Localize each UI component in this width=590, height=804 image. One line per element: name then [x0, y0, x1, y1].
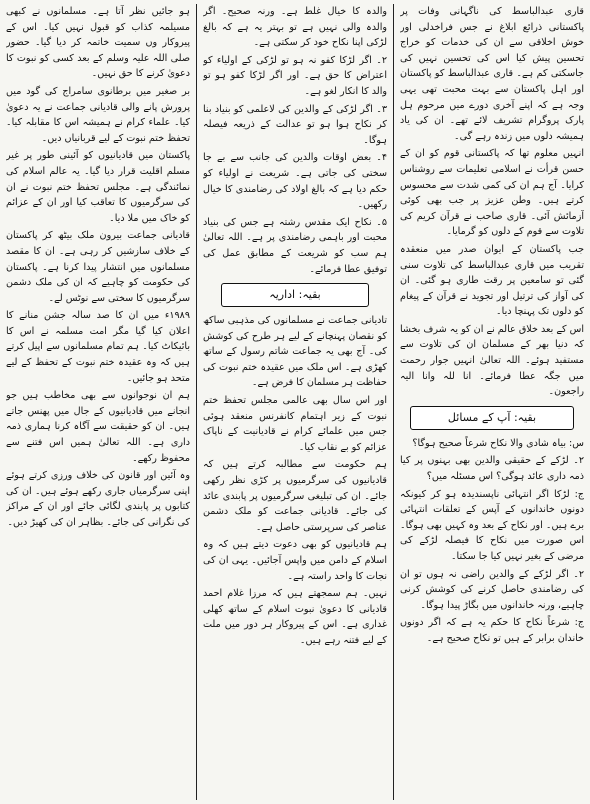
right-paragraph-4: اس کے بعد خلاق عالم نے ان کو یہ شرف بخشا کہ دنیا بھر کے مسلمان ان کی تلاوت سے مستفید ہوئے۔ اللہ تعالیٰ انہیں جوار رحمت میں جگہ عطا فرمائے۔ انا للہ وانا الیہ راجعون۔	[400, 323, 584, 398]
section-heading-box-masail: بقیہ: آپ کے مسائل	[410, 406, 574, 430]
middle-after-paragraph-5: نہیں۔ ہم سمجھتے ہیں کہ مرزا غلام احمد قادیانی کا دعویٰ نبوت اسلام کے ساتھ کھلی غداری ہے۔ اس کے پیروکار ہر دور میں ملت کے لیے فتنہ رہے ہیں۔	[203, 588, 387, 646]
qa-item-1: س: بیاہ شادی والا نکاح شرعاً صحیح ہوگا؟	[412, 437, 584, 449]
middle-paragraph-1: والدہ کا خیال غلط ہے۔ ورنہ صحیح۔ اگر والدہ والی نہیں ہے تو بہتر یہ ہے کہ بالغ لڑکی اپنا نکاح خود کر سکتی ہے۔	[203, 6, 387, 49]
right-paragraph-1: قاری عبدالباسط کی ناگہانی وفات پر پاکستانی ذرائع ابلاغ نے جس فراخدلی اور خوش اخلاقی سے ان کی خدمات کو خراج تحسین پیش کیا اس کی تحسین نہیں کی جاسکتی کم ہے۔ قاری عبدالباسط کو پاکستان اور اہل پاکستان سے بہت محبت تھی یہی وجہ ہے کہ اپنے آخری دورے میں مرحوم ہل پارک پروگرام تشریف لائے تھے۔ ان کی یاد ہمیشہ دلوں میں زندہ رہے گی۔	[400, 6, 584, 142]
right-paragraph-2: انہیں معلوم تھا کہ پاکستانی قوم کو ان کے حسن قرأت نے اسلامی تعلیمات سے روشناس کرایا۔ آج ہم ان کی کمی شدت سے محسوس کرتے ہیں۔ وطن عزیز پر جب بھی کوئی آزمائش آئی۔ قاری صاحب نے قرآن کریم کی تلاوت سے قوم کے دلوں کو گرمایا۔	[400, 148, 584, 238]
middle-paragraph-2: ۲۔ اگر لڑکا کفو نہ ہو تو لڑکی کے اولیاء کو اعتراض کا حق ہے۔ اور اگر لڑکا کفو ہو تو والد کا انکار لغو ہے۔	[203, 54, 387, 97]
left-paragraph-7: وہ آئین اور قانون کی خلاف ورزی کرتے ہوئے اپنی سرگرمیاں جاری رکھے ہوئے ہیں۔ ان کی کتابوں پر پابندی لگائی جائے اور ان کے مراکز کی نگرانی کی جائے۔ بظاہر ان کی کھیڑ دیں۔	[6, 470, 190, 528]
left-paragraph-5: ۱۹۸۹ء میں ان کا صد سالہ جشن منانے کا اعلان کیا گیا مگر امت مسلمہ نے اس کا بائیکاٹ کیا۔ ہم تمام مسلمانوں سے اپیل کرتے ہیں کہ وہ عقیدہ ختم نبوت کے تحفظ کے لیے متحد ہو جائیں۔	[6, 310, 190, 384]
column-divider	[393, 4, 394, 800]
qa-item-5: ج: شرعاً نکاح کا حکم یہ ہے کہ اگر دونوں خاندان برابر کے ہیں تو نکاح صحیح ہے۔	[400, 617, 584, 644]
middle-after-paragraph-4: ہم قادیانیوں کو بھی دعوت دیتے ہیں کہ وہ اسلام کے دامن میں واپس آجائیں۔ یہی ان کی نجات کا واحد راستہ ہے۔	[203, 539, 387, 582]
column-right	[400, 4, 584, 800]
qa-item-3: ج: لڑکا اگر انتہائی ناپسندیدہ ہو کر کیونکہ دونوں خاندانوں کے آپس کے تعلقات انتہائی برے ہیں۔ اور نکاح کے بعد وہ کہیں بھی ہوگا۔ اس صورت میں نکاح کا فیصلہ لڑکے کی مرضی کے بغیر نہیں کیا جا سکتا۔	[400, 488, 584, 562]
left-paragraph-6: ہم ان نوجوانوں سے بھی مخاطب ہیں جو انجانے میں قادیانیوں کے جال میں پھنس جاتے ہیں۔ ان کو حقیقت سے آگاہ کرنا ہماری ذمہ داری ہے۔ اللہ تعالیٰ ہمیں اس فتنے سے محفوظ رکھے۔	[6, 390, 190, 464]
middle-after-paragraph-1: تادیانی جماعت نے مسلمانوں کی مذہبی ساکھ کو نقصان پہنچانے کے لیے ہر طرح کی کوشش کی۔ آج بھی یہ جماعت شاتم رسول کے ساتھ کھڑی ہے۔ اس ملک میں عقیدہ ختم نبوت کی حفاظت ہر مسلمان کا فرض ہے۔	[203, 315, 387, 389]
column-middle	[203, 4, 387, 800]
left-paragraph-2: بر صغیر میں برطانوی سامراج کی گود میں پرورش پانے والی قادیانی جماعت نے یہ دعویٰ کیا۔ علماء کرام نے ہمیشہ اس کا مقابلہ کیا۔ تحفظ ختم نبوت کے لیے قربانیاں دیں۔	[6, 85, 190, 144]
middle-after-paragraph-2: اور اس سال بھی عالمی مجلس تحفظ ختم نبوت کے زیر اہتمام کانفرنس منعقد ہوئی جس میں علمائے کرام نے قادیانیت کے ناپاک عزائم کو بے نقاب کیا۔	[203, 395, 387, 453]
left-paragraph-3: پاکستان میں قادیانیوں کو آئینی طور پر غیر مسلم اقلیت قرار دیا گیا۔ یہ عالم اسلام کی نمائندگی ہے۔ مجلس تحفظ ختم نبوت نے ان کی سرگرمیوں کا تعاقب کیا اور ان کے عزائم کو خاک میں ملا دیا۔	[6, 150, 190, 224]
middle-paragraph-5: ۵۔ نکاح ایک مقدس رشتہ ہے جس کی بنیاد محبت اور باہمی رضامندی پر ہے۔ اللہ تعالیٰ ہم سب کو شریعت کے مطابق عمل کی توفیق عطا فرمائے۔	[203, 216, 387, 275]
qa-item-2: ۲۔ لڑکے کے حقیقی والدین بھی بہنوں پر کیا ذمہ داری عائد ہوگی؟ اس مسئلہ میں؟	[400, 455, 584, 483]
right-paragraph-3: جب پاکستان کے ایوان صدر میں منعقدہ تقریب میں قاری عبدالباسط کی تلاوت سنی گئی تو سامعین پر رقت طاری ہو گئی۔ ان کی آواز کی ترتیل اور تجوید نے قرآن کے پیغام کو دلوں تک پہنچا دیا۔	[400, 243, 584, 318]
left-paragraph-1: ہو جائیں نظر آتا ہے۔ مسلمانوں نے کبھی مسیلمہ کذاب کو قبول نہیں کیا۔ اس کے پیروکار وں سمیت خاتمہ کر دیا گیا۔ حضور صلی اللہ علیہ وسلم کے بعد کسی کو نبوت کا دعویٰ کرنے کا حق نہیں۔	[6, 6, 190, 80]
column-left	[6, 4, 190, 800]
middle-paragraph-3: ۳۔ اگر لڑکی کے والدین کی لاعلمی کو بنیاد بنا کر نکاح ہوا ہو تو عدالت کے ذریعہ فیصلہ ہوگا۔	[203, 103, 387, 146]
section-heading-box-idariya: بقیہ: اداریہ	[221, 283, 369, 307]
qa-item-4: ۲۔ اگر لڑکے کے والدین راضی نہ ہوں تو ان کی رضامندی حاصل کرنے کی کوشش کرنی چاہیے، ورنہ خاندانوں میں بگاڑ پیدا ہوگا۔	[400, 568, 584, 611]
middle-paragraph-4: ۴۔ بعض اوقات والدین کی جانب سے بے جا سختی کی جاتی ہے۔ شریعت نے اولیاء کو حکم دیا ہے کہ بالغ اولاد کی رضامندی کا خیال رکھیں۔	[203, 152, 387, 211]
left-paragraph-4: قادیانی جماعت بیرون ملک بیٹھ کر پاکستان کے خلاف سازشیں کر رہی ہے۔ ان کا مقصد مسلمانوں میں انتشار پیدا کرنا ہے۔ پاکستان کی حکومت کو چاہیے کہ ان کی ملک دشمن سرگرمیوں کا سختی سے نوٹس لے۔	[6, 230, 190, 304]
middle-after-paragraph-3: ہم حکومت سے مطالبہ کرتے ہیں کہ قادیانیوں کی سرگرمیوں پر کڑی نظر رکھی جائے۔ ان کی تبلیغی سرگرمیوں پر پابندی عائد کی جائے۔ قادیانی جماعت کو ملک دشمن عناصر کی سرپرستی حاصل ہے۔	[203, 459, 387, 533]
column-divider	[196, 4, 197, 800]
